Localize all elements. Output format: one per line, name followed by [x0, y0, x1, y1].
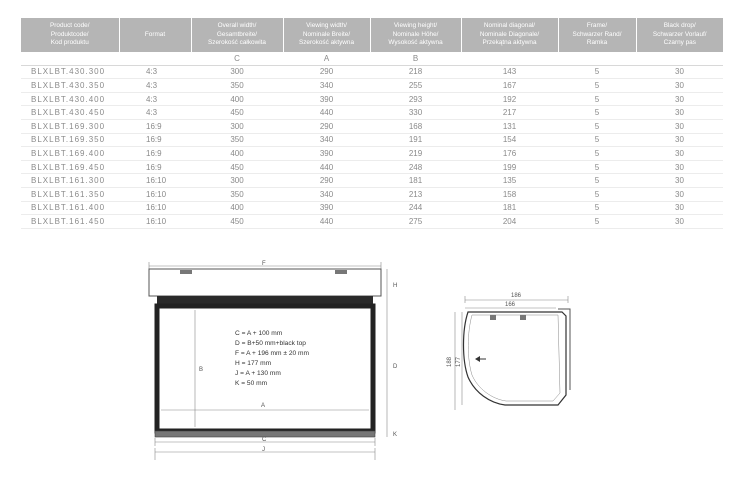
table-cell: 450 — [191, 160, 283, 174]
column-header — [21, 18, 119, 52]
table-row — [21, 187, 723, 201]
label-f: F — [262, 261, 266, 267]
product-code-cell: BLXLBT.430.450 — [21, 106, 119, 120]
table-cell: 5 — [558, 119, 636, 133]
product-code-cell: BLXLBT.169.400 — [21, 147, 119, 161]
table-cell: 440 — [283, 160, 370, 174]
table-cell: 340 — [283, 133, 370, 147]
table-cell: 290 — [283, 65, 370, 79]
product-code-cell: BLXLBT.169.350 — [21, 133, 119, 147]
legend-line: D = B+50 mm+black top — [235, 340, 306, 347]
dimension-letter: B — [370, 52, 461, 65]
column-header-line: Schwarzer Rand/ — [572, 30, 622, 38]
table-cell: 219 — [370, 147, 461, 161]
table-cell: 400 — [191, 92, 283, 106]
table-cell: 5 — [558, 106, 636, 120]
table-cell: 154 — [461, 133, 558, 147]
table-cell: 213 — [370, 187, 461, 201]
table-cell: 5 — [558, 133, 636, 147]
table-cell: 30 — [636, 133, 723, 147]
table-cell: 255 — [370, 79, 461, 93]
table-cell: 350 — [191, 187, 283, 201]
dim-188: 188 — [447, 356, 453, 367]
table-cell: 217 — [461, 106, 558, 120]
table-cell: 440 — [283, 106, 370, 120]
table-cell: 16:9 — [119, 133, 191, 147]
dimension-letter: A — [283, 52, 370, 65]
table-row — [21, 79, 723, 93]
table-cell: 143 — [461, 65, 558, 79]
side-profile-diagram — [440, 285, 580, 415]
table-cell: 16:9 — [119, 160, 191, 174]
label-k: K — [393, 432, 398, 438]
column-header — [283, 18, 370, 52]
table-cell: 16:10 — [119, 187, 191, 201]
table-cell: 30 — [636, 174, 723, 188]
table-cell: 4:3 — [119, 79, 191, 93]
table-cell: 5 — [558, 201, 636, 215]
product-code-cell: BLXLBT.430.400 — [21, 92, 119, 106]
dim-166: 166 — [505, 302, 516, 308]
table-cell: 350 — [191, 133, 283, 147]
dimension-letter — [636, 52, 723, 65]
table-cell: 30 — [636, 106, 723, 120]
table-cell: 199 — [461, 160, 558, 174]
table-cell: 158 — [461, 187, 558, 201]
table-row — [21, 119, 723, 133]
table-row — [21, 106, 723, 120]
column-header-line: Szerokość aktywna — [298, 39, 355, 47]
table-cell: 30 — [636, 201, 723, 215]
label-b: B — [199, 367, 204, 373]
table-cell: 30 — [636, 147, 723, 161]
table-cell: 131 — [461, 119, 558, 133]
table-cell: 168 — [370, 119, 461, 133]
table-cell: 30 — [636, 79, 723, 93]
table-row — [21, 160, 723, 174]
table-cell: 275 — [370, 215, 461, 229]
table-cell: 4:3 — [119, 65, 191, 79]
table-cell: 181 — [461, 201, 558, 215]
column-header-line: Gesamtbreite/ — [216, 30, 258, 38]
table-cell: 440 — [283, 215, 370, 229]
column-header — [370, 18, 461, 52]
table-cell: 30 — [636, 92, 723, 106]
label-c: C — [262, 437, 267, 443]
dimension-letter — [461, 52, 558, 65]
dim-177: 177 — [456, 356, 462, 367]
table-cell: 450 — [191, 215, 283, 229]
table-cell: 5 — [558, 65, 636, 79]
dimension-letter: C — [191, 52, 283, 65]
legend-line: F = A + 196 mm ± 20 mm — [235, 350, 309, 357]
column-header-line: Nominale Höhe/ — [392, 30, 439, 38]
table-cell: 30 — [636, 215, 723, 229]
label-a: A — [261, 403, 266, 409]
table-cell: 16:10 — [119, 215, 191, 229]
table-cell: 16:10 — [119, 174, 191, 188]
table-cell: 300 — [191, 119, 283, 133]
column-header-line: Przekątna aktywna — [482, 39, 537, 47]
column-header-line: Schwarzer Vorlauf/ — [652, 30, 707, 38]
column-header — [461, 18, 558, 52]
legend-line: J = A + 130 mm — [235, 370, 281, 377]
column-header-line: Ramka — [586, 39, 608, 47]
table-cell: 330 — [370, 106, 461, 120]
product-code-cell: BLXLBT.161.300 — [21, 174, 119, 188]
table-row — [21, 133, 723, 147]
column-header-line: Viewing height/ — [393, 22, 438, 30]
table-cell: 293 — [370, 92, 461, 106]
legend-line: K = 50 mm — [235, 380, 268, 387]
column-header-line: Black drop/ — [663, 22, 696, 30]
column-header-line: Kod produktu — [50, 39, 89, 47]
product-code-cell: BLXLBT.430.350 — [21, 79, 119, 93]
table-cell: 300 — [191, 174, 283, 188]
column-header — [636, 18, 723, 52]
dimension-letter-row — [21, 52, 723, 65]
table-cell: 290 — [283, 119, 370, 133]
table-cell: 30 — [636, 187, 723, 201]
table-cell: 290 — [283, 174, 370, 188]
table-cell: 192 — [461, 92, 558, 106]
product-code-cell: BLXLBT.169.300 — [21, 119, 119, 133]
product-code-cell: BLXLBT.161.350 — [21, 187, 119, 201]
column-header-line: Produktcode/ — [50, 30, 89, 38]
table-row — [21, 65, 723, 79]
column-header-line: Wysokość aktywna — [388, 39, 443, 47]
product-code-cell: BLXLBT.430.300 — [21, 65, 119, 79]
table-cell: 135 — [461, 174, 558, 188]
label-d: D — [393, 364, 398, 370]
legend-line: C = A + 100 mm — [235, 330, 283, 337]
column-header — [119, 18, 191, 52]
table-cell: 340 — [283, 187, 370, 201]
spec-table — [21, 18, 723, 229]
dimension-letter — [558, 52, 636, 65]
product-code-cell: BLXLBT.161.450 — [21, 215, 119, 229]
table-cell: 16:9 — [119, 119, 191, 133]
product-code-cell: BLXLBT.169.450 — [21, 160, 119, 174]
table-cell: 176 — [461, 147, 558, 161]
table-cell: 181 — [370, 174, 461, 188]
table-cell: 191 — [370, 133, 461, 147]
column-header-line: Product code/ — [50, 22, 90, 30]
table-row — [21, 92, 723, 106]
dimension-letter — [119, 52, 191, 65]
table-cell: 167 — [461, 79, 558, 93]
table-cell: 5 — [558, 187, 636, 201]
table-cell: 244 — [370, 201, 461, 215]
table-cell: 5 — [558, 92, 636, 106]
product-code-cell: BLXLBT.161.400 — [21, 201, 119, 215]
table-cell: 30 — [636, 65, 723, 79]
table-cell: 5 — [558, 174, 636, 188]
dimension-letter — [21, 52, 119, 65]
table-cell: 300 — [191, 65, 283, 79]
table-cell: 5 — [558, 147, 636, 161]
dim-186: 186 — [511, 293, 522, 299]
table-cell: 400 — [191, 147, 283, 161]
column-header-line: Frame/ — [586, 22, 608, 30]
table-cell: 30 — [636, 160, 723, 174]
table-cell: 340 — [283, 79, 370, 93]
table-cell: 390 — [283, 92, 370, 106]
legend-line: H = 177 mm — [235, 360, 272, 367]
table-cell: 350 — [191, 79, 283, 93]
table-cell: 400 — [191, 201, 283, 215]
table-row — [21, 215, 723, 229]
table-cell: 5 — [558, 215, 636, 229]
table-cell: 16:10 — [119, 201, 191, 215]
table-cell: 450 — [191, 106, 283, 120]
table-row — [21, 201, 723, 215]
table-cell: 5 — [558, 79, 636, 93]
table-cell: 4:3 — [119, 106, 191, 120]
column-header-line: Viewing width/ — [306, 22, 347, 30]
table-cell: 248 — [370, 160, 461, 174]
label-j: J — [262, 447, 265, 453]
table-cell: 30 — [636, 119, 723, 133]
column-header-line: Czarny pas — [663, 39, 696, 47]
screen-surface — [157, 306, 373, 431]
table-cell: 390 — [283, 147, 370, 161]
table-cell: 218 — [370, 65, 461, 79]
column-header-line: Szerokość całkowita — [208, 39, 266, 47]
label-h: H — [393, 283, 398, 289]
table-cell: 204 — [461, 215, 558, 229]
table-cell: 16:9 — [119, 147, 191, 161]
table-header-row — [21, 18, 723, 52]
column-header — [191, 18, 283, 52]
table-cell: 4:3 — [119, 92, 191, 106]
column-header-line: Nominale Breite/ — [302, 30, 351, 38]
column-header-line: Nominale Diagonale/ — [479, 30, 540, 38]
column-header — [558, 18, 636, 52]
table-cell: 390 — [283, 201, 370, 215]
table-row — [21, 174, 723, 188]
column-header-line: Overall width/ — [217, 22, 257, 30]
column-header-line: Format — [144, 30, 166, 38]
table-cell: 5 — [558, 160, 636, 174]
column-header-line: Nominal diagonal/ — [483, 22, 536, 30]
front-view-diagram — [135, 255, 415, 465]
table-body — [21, 52, 723, 228]
table-row — [21, 147, 723, 161]
